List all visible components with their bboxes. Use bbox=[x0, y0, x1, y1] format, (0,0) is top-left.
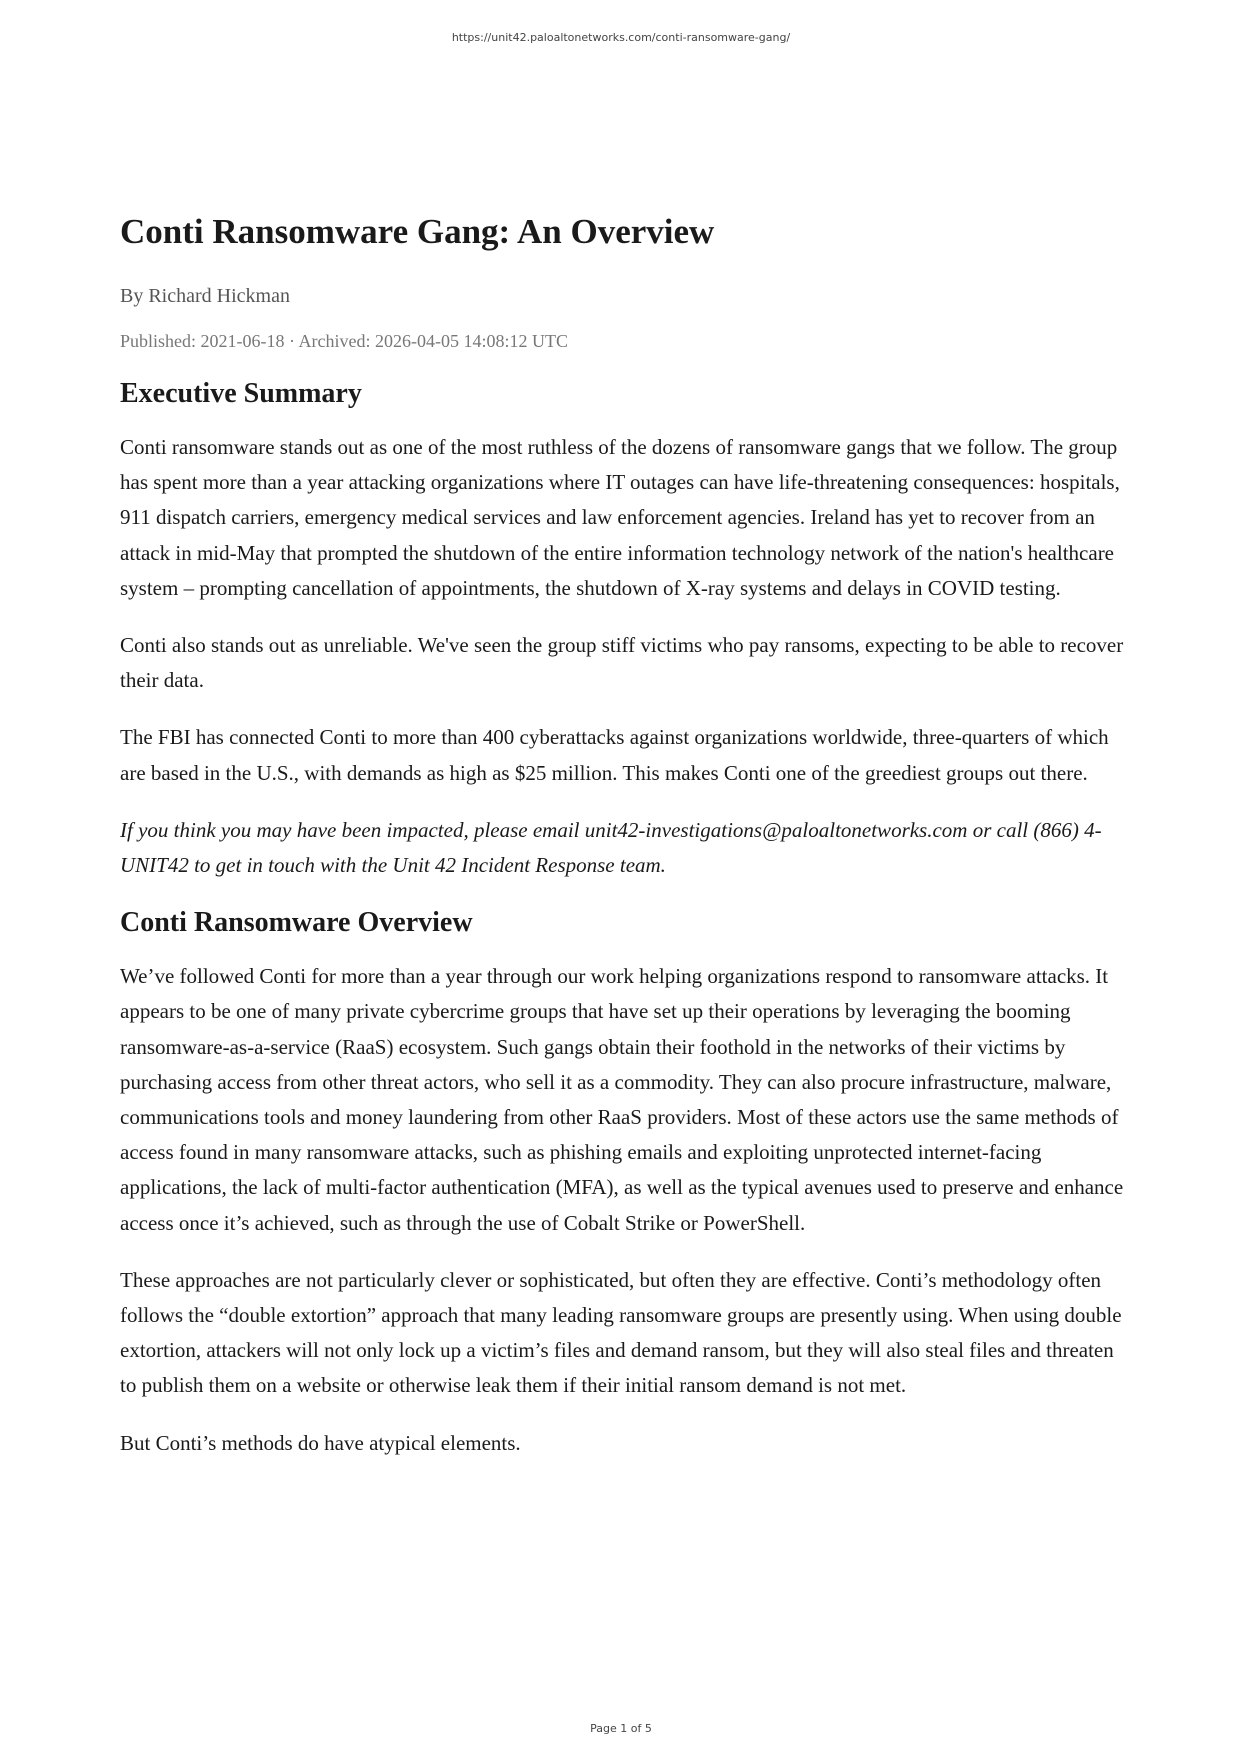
paragraph: Conti also stands out as unreliable. We've seen the group stiff victims who pay ransoms, expecting to be able to recover their data. bbox=[120, 633, 1124, 693]
section-heading: Conti Ransomware Overview bbox=[120, 907, 473, 939]
page-number: Page 1 of 5 bbox=[590, 1722, 652, 1735]
article-byline: By Richard Hickman bbox=[120, 285, 290, 307]
paragraph: These approaches are not particularly clever or sophisticated, but often they are effective. Conti’s methodology often follows the “double extortion” approach that many leading ransomware groups are presently using. When using double extortion, attackers will not only lock up a victim’s files and demand ransom, but they will also steal files and threaten to publish them on a website or otherwise leak them if their initial ransom demand is not met. bbox=[120, 1267, 1122, 1398]
paragraph: The FBI has connected Conti to more than 400 cyberattacks against organizations worldwide, three-quarters of which are based in the U.S., with demands as high as $25 million. This makes Conti one of the greediest groups out there. bbox=[120, 725, 1109, 785]
section-heading: Executive Summary bbox=[120, 378, 362, 409]
paragraph: We’ve followed Conti for more than a year through our work helping organizations respond to ransomware attacks. It appears to be one of many private cybercrime groups that have set up their operations by leveraging the booming ransomware-as-a-service (RaaS) ecosystem. Such gangs obtain their foothold in the networks of their victims by purchasing access from other threat actors, who sell it as a commodity. They can also procure infrastructure, malware, communications tools and money laundering from other RaaS providers. Most of these actors use the same methods of access found in many ransomware attacks, such as phishing emails and exploiting unprotected internet-facing applications, the lack of multi-factor authentication (MFA), as well as the typical avenues used to preserve and enhance access once it’s achieved, such as through the use of Cobalt Strike or PowerShell. bbox=[120, 964, 1124, 1235]
incident-response-note: If you think you may have been impacted, please email unit42-investigations@paloaltonetworks.com or call (866) 4-UNIT42 to get in touch with the Unit 42 Incident Response team. bbox=[120, 817, 1102, 878]
article bbox=[120, 210, 1130, 1483]
article-meta: Published: 2021-06-18 · Archived: 2026-04-05 14:08:12 UTC bbox=[120, 331, 568, 351]
article-title: Conti Ransomware Gang: An Overview bbox=[120, 212, 715, 251]
paragraph: Conti ransomware stands out as one of the most ruthless of the dozens of ransomware gangs that we follow. The group has spent more than a year attacking organizations where IT outages can have life-threatening consequences: hospitals, 911 dispatch carriers, emergency medical services and law enforcement agencies. Ireland has yet to recover from an attack in mid-May that prompted the shutdown of the entire information technology network of the nation's healthcare system – prompting cancellation of appointments, the shutdown of X-ray systems and delays in COVID testing. bbox=[120, 435, 1120, 600]
page-url-header: https://unit42.paloaltonetworks.com/conti-ransomware-gang/ bbox=[451, 31, 791, 44]
section-conti-overview bbox=[120, 905, 1130, 1461]
paragraph: But Conti’s methods do have atypical elements. bbox=[120, 1430, 521, 1455]
section-executive-summary bbox=[120, 376, 1130, 883]
